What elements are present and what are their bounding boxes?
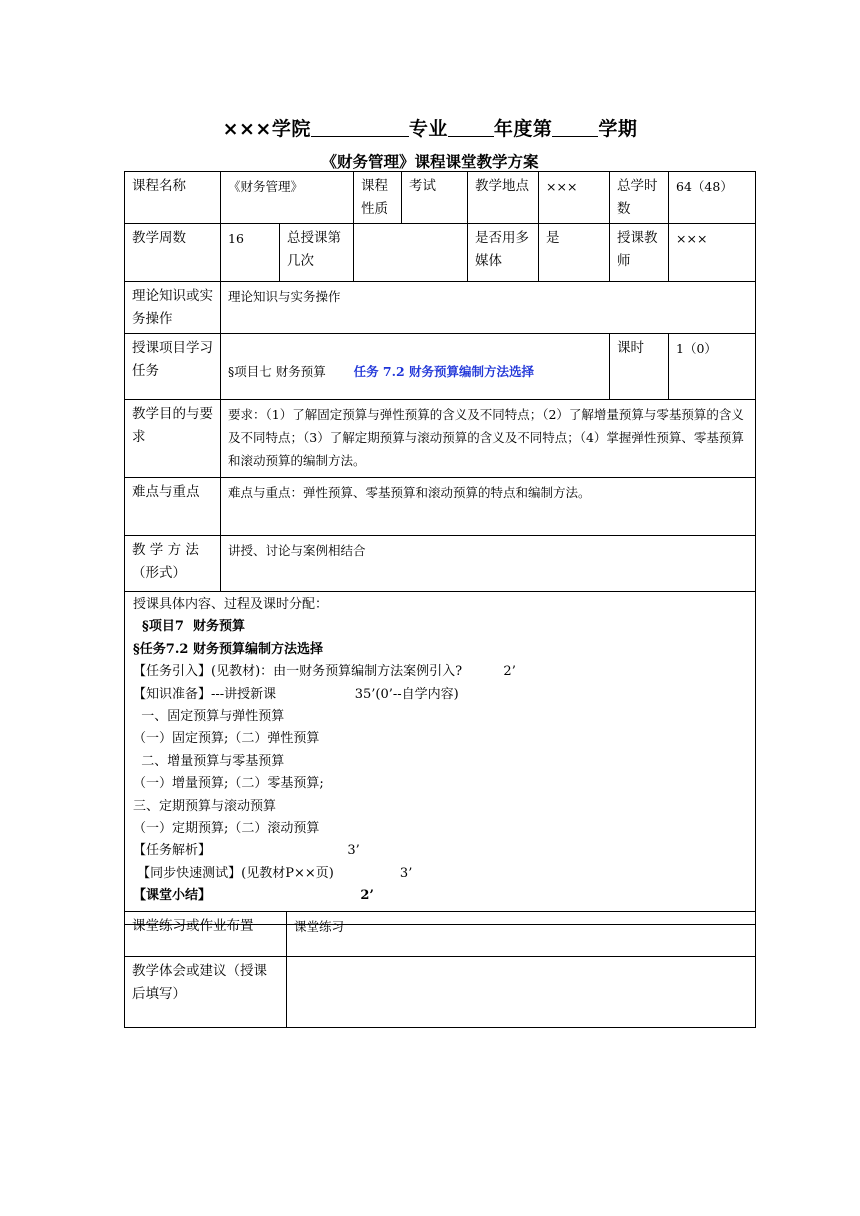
- weeks: 16: [221, 224, 280, 282]
- content-line: 三、定期预算与滚动预算: [133, 798, 277, 814]
- content-line: 授课具体内容、过程及课时分配：: [133, 597, 329, 612]
- content-line: （一）增量预算;（二）零基预算;: [133, 776, 324, 792]
- method-label: 教 学 方 法（形式）: [125, 536, 221, 592]
- term-label: 学期: [598, 118, 638, 140]
- course-name-label: 课程名称: [125, 172, 221, 224]
- location-label: 教学地点: [468, 172, 539, 224]
- content-line: 【知识准备】---讲授新课 35’(0’--自学内容): [133, 686, 459, 702]
- project-cell: [221, 334, 610, 400]
- goal-value: 要求：（1）了解固定预算与弹性预算的含义及不同特点；（2）了解增量预算与零基预算的含义及不同特点；（3）了解定期预算与滚动预算的含义及不同特点；（4）掌握弹性预算、零基预算和滚动预算的编制方法。: [221, 400, 756, 478]
- course-name: 《财务管理》: [221, 172, 354, 224]
- footer-table: [124, 911, 756, 1028]
- content-line: 【同步快速测试】(见教材P××页) 3’: [133, 865, 413, 881]
- task-value: 任务 7.2 财务预算编制方法选择: [353, 364, 535, 379]
- hours-value: 1（0）: [669, 334, 756, 400]
- content-line: 【任务引入】(见教材)：由一财务预算编制方法案例引入? 2’: [133, 664, 516, 680]
- course-nature: 考试: [402, 172, 468, 224]
- total-hours: 64（48）: [669, 172, 756, 224]
- hours-label: 课时: [610, 334, 669, 400]
- teacher: ×××: [669, 224, 756, 282]
- content-line: 一、固定预算与弹性预算: [133, 709, 285, 725]
- major-label: 专业: [408, 118, 448, 140]
- type-value: 理论知识与实务操作: [221, 282, 756, 334]
- homework-value: 课堂练习: [287, 912, 756, 957]
- lesson-content: [125, 592, 756, 925]
- type-label: 理论知识或实务操作: [125, 282, 221, 334]
- multimedia: 是: [539, 224, 610, 282]
- teacher-label: 授课教师: [610, 224, 669, 282]
- weeks-label: 教学周数: [125, 224, 221, 282]
- reflection-value: [287, 957, 756, 1028]
- key-label: 难点与重点: [125, 478, 221, 536]
- method-value: 讲授、讨论与案例相结合: [221, 536, 756, 592]
- major-blank: [311, 118, 409, 137]
- session: [354, 224, 468, 282]
- multimedia-label: 是否用多媒体: [468, 224, 539, 282]
- goal-label: 教学目的与要求: [125, 400, 221, 478]
- session-label: 总授课第几次: [280, 224, 354, 282]
- location: ×××: [539, 172, 610, 224]
- content-line: 【课堂小结】 2’: [133, 888, 374, 904]
- college-name: ×××学院: [222, 118, 311, 140]
- course-nature-label: 课程性质: [354, 172, 402, 224]
- total-hours-label: 总学时数: [610, 172, 669, 224]
- project-value: §项目七 财务预算: [228, 364, 326, 379]
- project-label: 授课项目学习任务: [125, 334, 221, 400]
- content-line: （一）固定预算;（二）弹性预算: [133, 731, 320, 747]
- document-subtitle: 《财务管理》课程课堂教学方案: [321, 153, 539, 171]
- year-label: 年度第: [493, 118, 553, 140]
- document-title: [0, 114, 860, 141]
- homework-label: 课堂练习或作业布置: [125, 912, 287, 957]
- content-line: 【任务解析】 3’: [133, 843, 360, 859]
- key-value: 难点与重点：弹性预算、零基预算和滚动预算的特点和编制方法。: [221, 478, 756, 536]
- lesson-plan-table: [124, 171, 756, 925]
- reflection-label: 教学体会或建议（授课后填写）: [125, 957, 287, 1028]
- content-line: 二、增量预算与零基预算: [133, 753, 285, 769]
- content-line: §任务7.2 财务预算编制方法选择: [133, 641, 323, 657]
- year-blank: [448, 118, 494, 137]
- term-blank: [552, 118, 598, 137]
- content-line: §项目7 财务预算: [133, 619, 245, 635]
- content-line: （一）定期预算;（二）滚动预算: [133, 821, 320, 837]
